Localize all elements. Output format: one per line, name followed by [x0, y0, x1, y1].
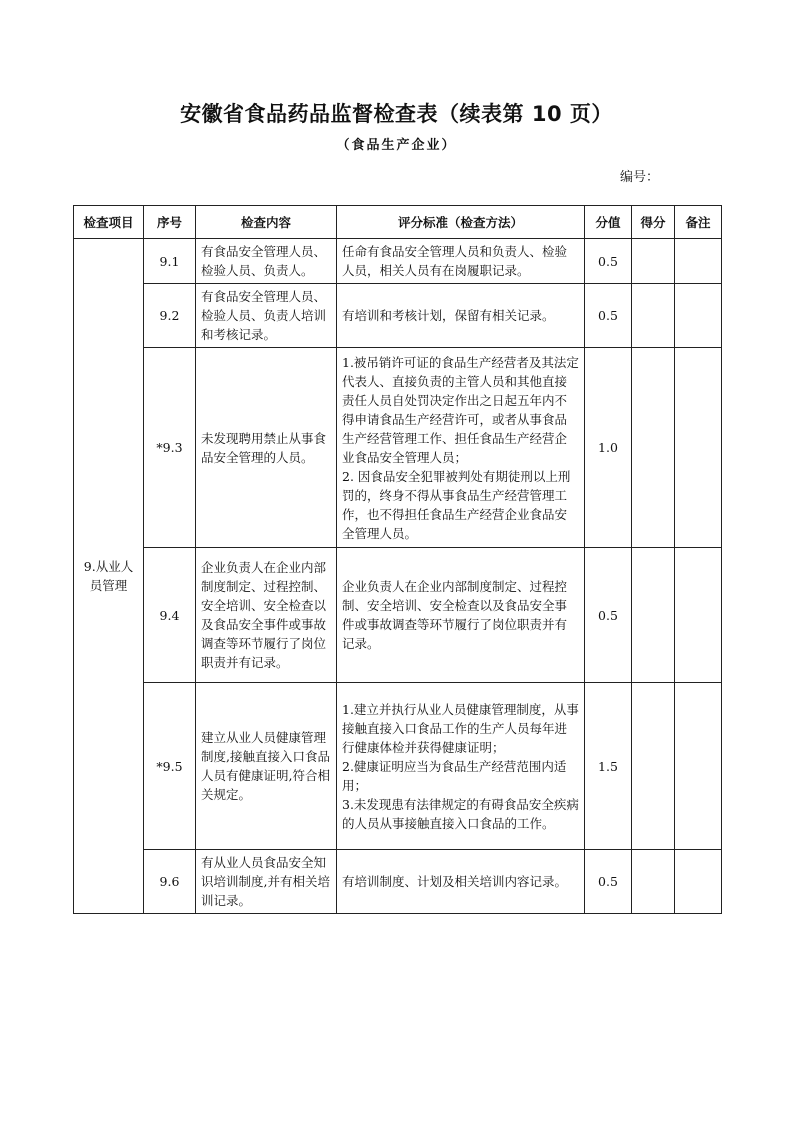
table-row [74, 683, 722, 850]
content-cell: 有食品安全管理人员、检验人员、负责人培训和考核记录。 [196, 284, 337, 348]
table-header-row [74, 206, 722, 239]
column-header-content: 检查内容 [196, 206, 337, 239]
table-row [74, 348, 722, 548]
earned-score-cell[interactable] [632, 850, 675, 914]
criteria-line: 1.建立并执行从业人员健康管理制度，从事接触直接入口食品工作的生产人员每年进行健康体检并获得健康证明； [342, 701, 579, 755]
criteria-cell [337, 850, 585, 914]
note-cell[interactable] [675, 683, 722, 850]
score-cell: 0.5 [585, 548, 632, 683]
table-row [74, 239, 722, 284]
inspection-table [73, 205, 722, 914]
criteria-cell [337, 683, 585, 850]
column-header-score: 分值 [585, 206, 632, 239]
seq-cell: 9.4 [144, 548, 196, 683]
table-row [74, 850, 722, 914]
column-header-item: 检查项目 [74, 206, 144, 239]
column-header-note: 备注 [675, 206, 722, 239]
content-cell: 建立从业人员健康管理制度,接触直接入口食品人员有健康证明,符合相关规定。 [196, 683, 337, 850]
score-cell: 0.5 [585, 284, 632, 348]
note-cell[interactable] [675, 239, 722, 284]
note-cell[interactable] [675, 348, 722, 548]
page-subtitle: （食品生产企业） [336, 138, 457, 153]
seq-cell: *9.5 [144, 683, 196, 850]
score-cell: 1.5 [585, 683, 632, 850]
score-cell: 0.5 [585, 239, 632, 284]
column-header-earned: 得分 [632, 206, 675, 239]
note-cell[interactable] [675, 850, 722, 914]
content-cell: 企业负责人在企业内部制度制定、过程控制、安全培训、安全检查以及食品安全事件或事故调查等环节履行了岗位职责并有记录。 [196, 548, 337, 683]
table-row [74, 284, 722, 348]
column-header-seq: 序号 [144, 206, 196, 239]
criteria-cell [337, 239, 585, 284]
earned-score-cell[interactable] [632, 548, 675, 683]
criteria-line: 有培训制度、计划及相关培训内容记录。 [342, 874, 568, 889]
content-cell: 有食品安全管理人员、检验人员、负责人。 [196, 239, 337, 284]
earned-score-cell[interactable] [632, 348, 675, 548]
note-cell[interactable] [675, 548, 722, 683]
seq-cell: 9.2 [144, 284, 196, 348]
earned-score-cell[interactable] [632, 284, 675, 348]
table-row [74, 548, 722, 683]
note-cell[interactable] [675, 284, 722, 348]
criteria-line: 1.被吊销许可证的食品生产经营者及其法定代表人、直接负责的主管人员和其他直接责任人员自处罚决定作出之日起五年内不得申请食品生产经营许可，或者从事食品生产经营管理工作、担任食品生产经营企业食品安全管理人员； [342, 354, 579, 465]
criteria-line: 企业负责人在企业内部制度制定、过程控制、安全培训、安全检查以及食品安全事件或事故调查等环节履行了岗位职责并有记录。 [342, 579, 568, 651]
criteria-line: 任命有食品安全管理人员和负责人、检验人员，相关人员有在岗履职记录。 [342, 244, 568, 278]
score-cell: 0.5 [585, 850, 632, 914]
seq-cell: 9.6 [144, 850, 196, 914]
content-cell: 有从业人员食品安全知识培训制度,并有相关培训记录。 [196, 850, 337, 914]
seq-cell: 9.1 [144, 239, 196, 284]
criteria-line: 3.未发现患有法律规定的有碍食品安全疾病的人员从事接触直接入口食品的工作。 [342, 796, 579, 831]
seq-cell: *9.3 [144, 348, 196, 548]
criteria-line: 2.健康证明应当为食品生产经营范围内适用； [342, 758, 567, 793]
earned-score-cell[interactable] [632, 683, 675, 850]
earned-score-cell[interactable] [632, 239, 675, 284]
criteria-cell [337, 284, 585, 348]
page-title: 安徽省食品药品监督检查表（续表第 10 页） [180, 102, 613, 126]
category-cell: 9.从业人员管理 [74, 239, 144, 914]
score-cell: 1.0 [585, 348, 632, 548]
criteria-line: 2. 因食品安全犯罪被判处有期徒刑以上刑罚的，终身不得从事食品生产经营管理工作，也不得担任食品生产经营企业食品安全管理人员。 [342, 468, 571, 541]
criteria-cell [337, 348, 585, 548]
criteria-cell [337, 548, 585, 683]
serial-number-label: 编号： [620, 170, 660, 185]
column-header-criteria: 评分标准（检查方法） [337, 206, 585, 239]
content-cell: 未发现聘用禁止从事食品安全管理的人员。 [196, 348, 337, 548]
criteria-line: 有培训和考核计划，保留有相关记录。 [342, 308, 555, 323]
